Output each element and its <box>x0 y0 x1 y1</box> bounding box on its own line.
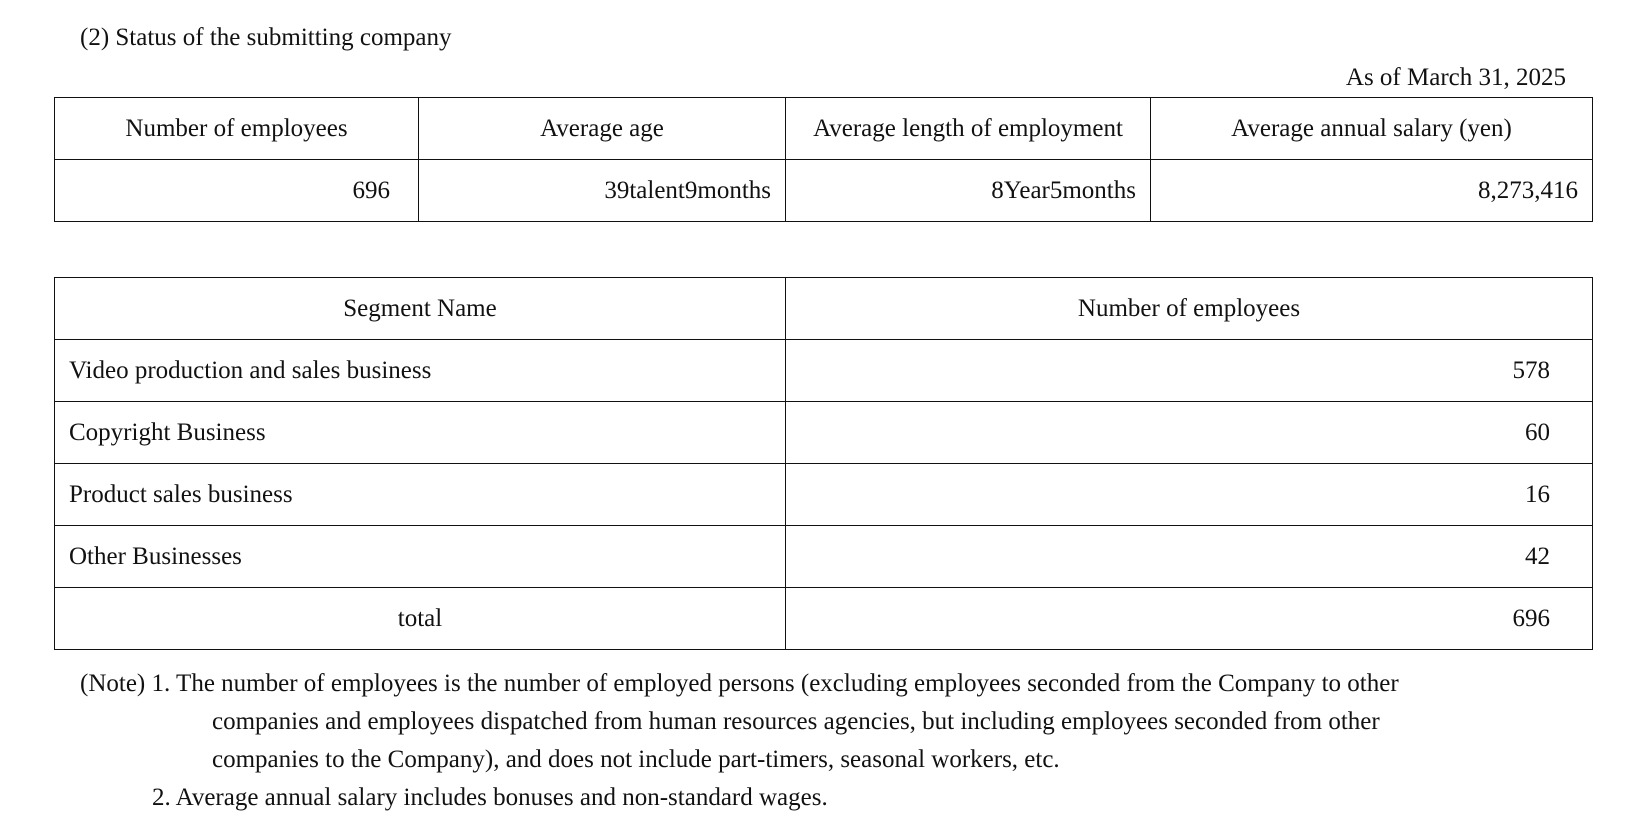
segment-name: Video production and sales business <box>55 340 786 402</box>
value-average-age: 39talent9months <box>419 160 786 222</box>
segment-count: 578 <box>786 340 1593 402</box>
header-average-length-of-employment: Average length of employment <box>786 98 1151 160</box>
segment-count: 42 <box>786 526 1593 588</box>
note-2: 2. Average annual salary includes bonuses and non-standard wages. <box>152 784 828 811</box>
as-of-date: As of March 31, 2025 <box>1345 64 1566 91</box>
note-1-line-2: companies and employees dispatched from human resources agencies, but including employees seconded from other <box>212 708 1380 735</box>
table-row <box>55 340 1593 402</box>
summary-header-row <box>55 98 1593 160</box>
segment-name: Copyright Business <box>55 402 786 464</box>
header-average-annual-salary: Average annual salary (yen) <box>1151 98 1593 160</box>
table-row <box>55 464 1593 526</box>
value-number-of-employees: 696 <box>55 160 419 222</box>
header-segment-name: Segment Name <box>55 278 786 340</box>
table-row <box>55 402 1593 464</box>
notes <box>80 665 1595 817</box>
employee-summary-table <box>54 97 1593 222</box>
section-title: (2) Status of the submitting company <box>80 24 452 51</box>
header-average-age: Average age <box>419 98 786 160</box>
segment-name: Other Businesses <box>55 526 786 588</box>
note-1-line-1: (Note) 1. The number of employees is the number of employed persons (excluding employees seconded from the Company to other <box>80 670 1399 697</box>
segment-name: Product sales business <box>55 464 786 526</box>
segment-count: 16 <box>786 464 1593 526</box>
segment-count: 60 <box>786 402 1593 464</box>
value-average-annual-salary: 8,273,416 <box>1151 160 1593 222</box>
total-label: total <box>55 588 786 650</box>
header-segment-employees: Number of employees <box>786 278 1593 340</box>
total-value: 696 <box>786 588 1593 650</box>
note-1-line-3: companies to the Company), and does not include part-timers, seasonal workers, etc. <box>212 746 1060 773</box>
segment-header-row <box>55 278 1593 340</box>
summary-value-row <box>55 160 1593 222</box>
header-number-of-employees: Number of employees <box>55 98 419 160</box>
value-average-length-of-employment: 8Year5months <box>786 160 1151 222</box>
segment-table <box>54 277 1593 650</box>
table-row <box>55 526 1593 588</box>
total-row <box>55 588 1593 650</box>
